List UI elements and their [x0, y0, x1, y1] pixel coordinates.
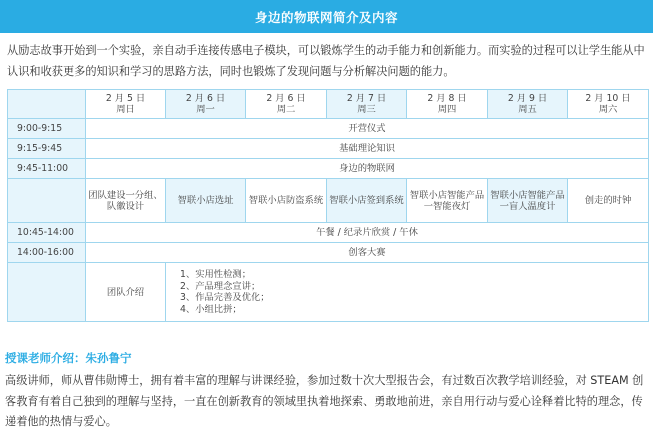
- header-row: [8, 90, 649, 119]
- contest-steps-cell: [166, 263, 649, 322]
- day-header: [86, 90, 166, 119]
- day-date: 2 月 6 日: [266, 93, 306, 104]
- time-slot: 14:00-16:00: [8, 243, 86, 263]
- schedule-table: [7, 89, 649, 322]
- day-weekday: 周日: [116, 104, 135, 115]
- time-slot: 10:45-14:00: [8, 223, 86, 243]
- time-slot: 9:00-9:15: [8, 119, 86, 139]
- day-header: [407, 90, 488, 119]
- time-slot: 9:15-9:45: [8, 139, 86, 159]
- day-weekday: 周二: [276, 104, 296, 115]
- day-weekday: 周六: [598, 104, 618, 115]
- day-date: 2 月 5 日: [105, 93, 146, 104]
- activity-cell: 基础理论知识: [86, 139, 649, 159]
- activity-cell: 午餐 / 纪录片欣赏 / 午休: [86, 223, 649, 243]
- contest-step: 3、作品完善及优化；: [180, 292, 270, 303]
- day-date: 2 月 9 日: [507, 93, 548, 104]
- schedule-row-theory: [8, 139, 649, 159]
- project-cell: 智联小店智能产品一盲人温度计: [488, 179, 568, 223]
- schedule-row-lunch: [8, 223, 649, 243]
- schedule-row-projects: [8, 179, 649, 223]
- day-header: [246, 90, 327, 119]
- contest-step: 1、实用性检测；: [180, 269, 251, 280]
- page-title-banner: [0, 0, 653, 33]
- day-weekday: 周五: [518, 104, 537, 115]
- time-slot: 9:45-11:00: [8, 159, 86, 179]
- project-cell: 团队建设一分组、队徽设计: [86, 179, 166, 223]
- teacher-bio: 高级讲师，师从曹伟勋博士，拥有着丰富的理解与讲课经验，参加过数十次大型报告会，有过数百次教学培训经验，对 STEAM 创客教育有着自己独到的理解与坚持，一直在创新教育的领域里执着地探索、勇敢地前进，亲自用行动与爱心诠释着比特的理念，传递着他的热情与爱心。: [5, 374, 644, 428]
- time-slot-empty: [8, 179, 86, 223]
- schedule-row-contest: [8, 243, 649, 263]
- project-cell: 智联小店智能产品一智能夜灯: [407, 179, 488, 223]
- page-title: 身边的物联网简介及内容: [254, 9, 398, 25]
- day-header: [488, 90, 568, 119]
- schedule-row-opening: [8, 119, 649, 139]
- project-cell: 智联小店签到系统: [327, 179, 407, 223]
- day-weekday: 周四: [437, 104, 457, 115]
- schedule-row-presentation: [8, 263, 649, 322]
- day-weekday: 周一: [196, 104, 215, 115]
- day-date: 2 月 6 日: [185, 93, 226, 104]
- time-slot-empty: [8, 263, 86, 322]
- team-intro-cell: 团队介绍: [86, 263, 166, 322]
- teacher-heading: 授课老师介绍：朱孙鲁宁: [5, 351, 132, 365]
- day-weekday: 周三: [357, 104, 376, 115]
- contest-step: 4、小组比拼；: [180, 303, 242, 315]
- header-corner: [8, 90, 86, 119]
- day-date: 2 月 10 日: [585, 93, 631, 104]
- activity-cell: 创客大赛: [86, 243, 649, 263]
- project-cell: 智联小店选址: [166, 179, 246, 223]
- day-date: 2 月 8 日: [427, 93, 467, 104]
- day-header: [568, 90, 649, 119]
- activity-cell: 身边的物联网: [86, 159, 649, 179]
- day-header: [327, 90, 407, 119]
- schedule-row-iot: [8, 159, 649, 179]
- intro-paragraph: 从励志故事开始到一个实验，亲自动手连接传感电子模块，可以锻炼学生的动手能力和创新能力。而实验的过程可以让学生能从中认识和收获更多的知识和学习的思路方法，同时也锻炼了发现问题与分析解决问题的能力。: [7, 44, 645, 78]
- day-header: [166, 90, 246, 119]
- contest-step: 2、产品理念宣讲；: [180, 280, 261, 292]
- activity-cell: 开营仪式: [86, 119, 649, 139]
- project-cell: 智联小店防盗系统: [246, 179, 327, 223]
- project-cell: 创走的时钟: [568, 179, 649, 223]
- day-date: 2 月 7 日: [346, 93, 387, 104]
